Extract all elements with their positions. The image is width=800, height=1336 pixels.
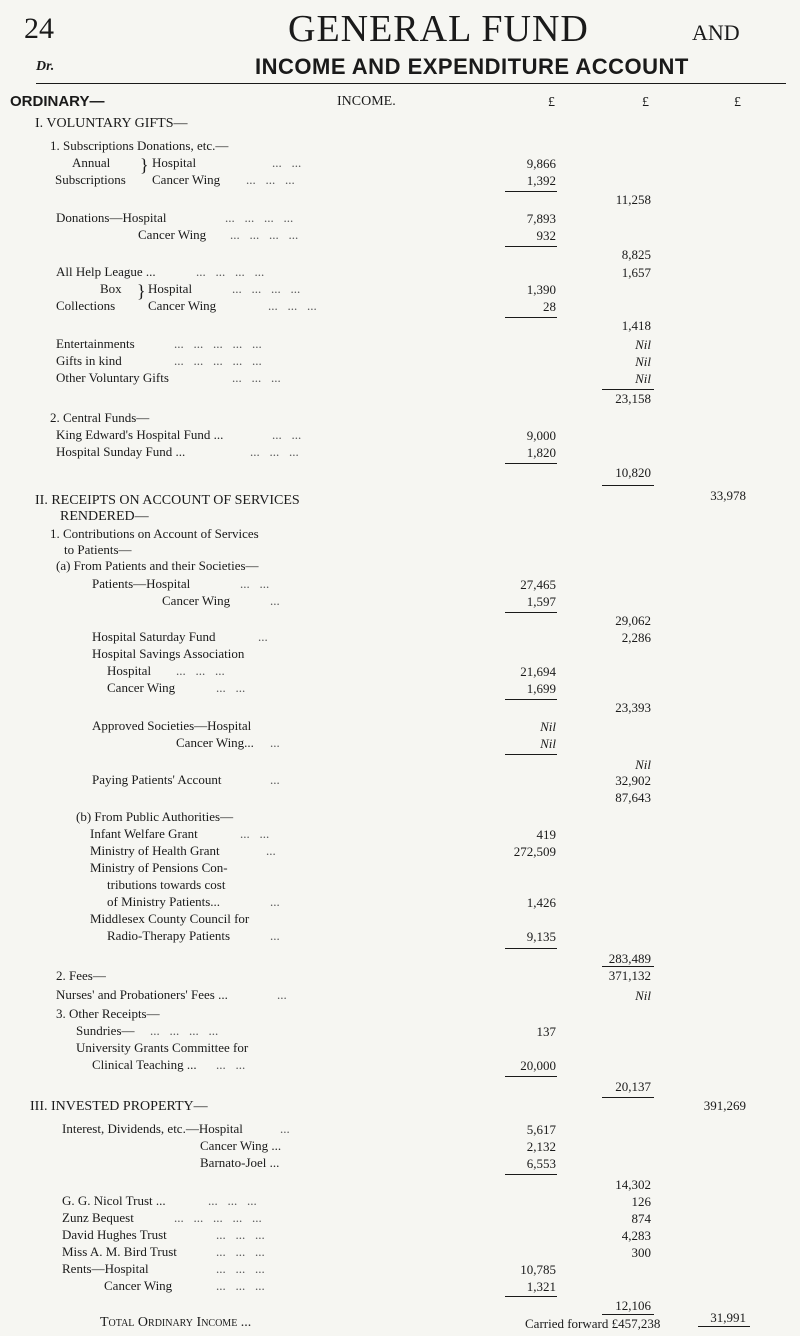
line-label: Cancer Wing	[107, 680, 176, 695]
brace-icon: }	[140, 155, 149, 175]
currency-col2: £	[642, 95, 649, 110]
line-label: Collections	[56, 298, 116, 313]
amount: 5,617	[526, 1122, 556, 1137]
page-subtitle: INCOME AND EXPENDITURE ACCOUNT	[255, 54, 689, 79]
amount: 32,902	[615, 773, 651, 788]
line-label: Cancer Wing	[104, 1278, 173, 1293]
line-label: Hospital Saturday Fund	[92, 629, 216, 644]
line-label: Gifts in kind	[56, 353, 122, 368]
amount: 7,893	[526, 211, 556, 226]
amount: Nil	[540, 719, 556, 734]
amount: Nil	[635, 354, 651, 369]
amount: Nil	[635, 337, 651, 352]
line-label: Hospital	[152, 155, 197, 170]
amount: 11,258	[615, 192, 651, 207]
amount: 29,062	[615, 613, 651, 628]
amount: 8,825	[621, 247, 651, 262]
amount: 12,106	[615, 1298, 651, 1313]
amount: 20,000	[520, 1058, 556, 1073]
line-label: Cancer Wing	[138, 227, 207, 242]
amount: 9,135	[526, 929, 556, 944]
amount: 21,694	[520, 664, 556, 679]
amount: 1,597	[526, 594, 556, 609]
amount: 419	[536, 827, 556, 842]
line-label: Other Voluntary Gifts	[56, 370, 169, 385]
amount: 6,553	[526, 1156, 556, 1171]
line-label: Middlesex County Council for	[90, 911, 250, 926]
amount: 932	[536, 228, 556, 243]
brace-icon: }	[137, 281, 146, 301]
subsection-heading: 2. Central Funds—	[50, 410, 150, 425]
line-label: Ministry of Pensions Con-	[90, 860, 228, 875]
subsection-heading: (a) From Patients and their Societies—	[56, 558, 259, 573]
subsection-heading: 1. Contributions on Account of Services	[50, 526, 259, 541]
amount: 28	[543, 299, 556, 314]
line-label: Subscriptions	[55, 172, 126, 187]
amount: 1,426	[526, 895, 556, 910]
sum-rule	[505, 1296, 557, 1297]
line-label: Zunz Bequest	[62, 1210, 134, 1225]
line-label: Cancer Wing	[148, 298, 217, 313]
amount: 137	[536, 1024, 556, 1039]
line-label: Cancer Wing	[152, 172, 221, 187]
subsection-heading: (b) From Public Authorities—	[76, 809, 234, 824]
section-heading: I. VOLUNTARY GIFTS—	[35, 116, 188, 131]
line-label: Cancer Wing	[162, 593, 231, 608]
amount: 31,991	[710, 1310, 746, 1325]
line-label: All Help League ...	[56, 264, 156, 279]
amount: 10,820	[615, 465, 651, 480]
debit-label: Dr.	[36, 59, 55, 74]
sum-rule	[505, 1174, 557, 1175]
line-label: Miss A. M. Bird Trust	[62, 1244, 177, 1259]
amount: 87,643	[615, 790, 651, 805]
line-label: Barnato-Joel ...	[200, 1155, 280, 1170]
amount: 23,158	[615, 391, 651, 406]
total-label: Total Ordinary Income ...	[100, 1315, 252, 1330]
amount: 23,393	[615, 700, 651, 715]
sum-rule	[505, 754, 557, 755]
line-label: Hospital Sunday Fund ...	[56, 444, 186, 459]
amount: 9,866	[526, 156, 556, 171]
line-label: G. G. Nicol Trust ...	[62, 1193, 166, 1208]
amount: 1,699	[526, 681, 556, 696]
amount: 10,785	[520, 1262, 556, 1277]
page-number: 24	[24, 12, 54, 45]
sum-rule	[602, 389, 654, 390]
amount: 1,390	[526, 282, 556, 297]
subsection-heading: to Patients—	[64, 542, 132, 557]
section-heading: III. INVESTED PROPERTY—	[30, 1099, 208, 1114]
amount: 874	[631, 1211, 651, 1226]
sum-rule	[505, 463, 557, 464]
amount: 371,132	[608, 968, 651, 983]
sum-rule	[505, 246, 557, 247]
line-label: Entertainments	[56, 336, 135, 351]
sum-rule	[602, 1314, 654, 1315]
line-label: Infant Welfare Grant	[90, 826, 198, 841]
line-label: Patients—Hospital	[92, 576, 191, 591]
sum-rule	[505, 612, 557, 613]
ordinary-heading: ORDINARY—	[10, 93, 105, 110]
amount: 272,509	[513, 844, 556, 859]
line-label: Rents—Hospital	[62, 1261, 149, 1276]
amount: 283,489	[608, 951, 651, 966]
income-heading: INCOME.	[337, 94, 396, 109]
amount: 2,286	[621, 630, 651, 645]
currency-col3: £	[734, 95, 741, 110]
line-label: Paying Patients' Account	[92, 772, 222, 787]
sum-rule	[505, 948, 557, 949]
sum-rule	[505, 1076, 557, 1077]
sum-rule	[698, 1326, 750, 1327]
subsection-heading: 1. Subscriptions Donations, etc.—	[50, 138, 229, 153]
line-label: Sundries—	[76, 1023, 135, 1038]
amount: 300	[631, 1245, 651, 1260]
section-heading: II. RECEIPTS ON ACCOUNT OF SERVICES	[35, 493, 300, 508]
page-title: GENERAL FUND	[288, 8, 589, 50]
amount: Nil	[635, 371, 651, 386]
sum-rule	[602, 485, 654, 486]
amount: 9,000	[526, 428, 556, 443]
line-label: University Grants Committee for	[76, 1040, 249, 1055]
line-label: Radio-Therapy Patients	[107, 928, 231, 943]
line-label: Hospital Savings Association	[92, 646, 245, 661]
line-label: Clinical Teaching ...	[92, 1057, 197, 1072]
page-title-and: AND	[692, 20, 740, 45]
line-label: Box	[100, 281, 122, 296]
amount: 2,132	[526, 1139, 556, 1154]
line-label: Hospital	[148, 281, 193, 296]
line-label: Annual	[72, 155, 111, 170]
line-label: tributions towards cost	[107, 877, 226, 892]
amount: 126	[631, 1194, 651, 1209]
line-label: David Hughes Trust	[62, 1227, 167, 1242]
subsection-heading: 2. Fees—	[56, 968, 106, 983]
amount: 20,137	[615, 1079, 651, 1094]
amount: Nil	[635, 757, 651, 772]
line-label: Nurses' and Probationers' Fees ...	[56, 987, 228, 1002]
amount: 4,283	[621, 1228, 651, 1243]
line-label: Cancer Wing...	[176, 735, 254, 750]
amount: 27,465	[520, 577, 556, 592]
amount: 391,269	[703, 1098, 746, 1113]
line-label: Cancer Wing ...	[200, 1138, 282, 1153]
amount: 1,321	[526, 1279, 556, 1294]
header-rule	[36, 83, 786, 84]
line-label: Ministry of Health Grant	[90, 843, 220, 858]
subsection-heading: 3. Other Receipts—	[56, 1006, 160, 1021]
amount: Nil	[540, 736, 556, 751]
sum-rule	[505, 191, 557, 192]
line-label: Hospital	[107, 663, 152, 678]
currency-col1: £	[548, 95, 555, 110]
sum-rule	[602, 1097, 654, 1098]
sum-rule	[602, 966, 654, 967]
amount: 33,978	[710, 488, 746, 503]
amount: 1,418	[621, 318, 651, 333]
line-label: of Ministry Patients...	[107, 894, 221, 909]
carried-forward: Carried forward £457,238	[525, 1316, 661, 1331]
amount: Nil	[635, 988, 651, 1003]
section-heading: RENDERED—	[60, 509, 149, 524]
line-label: King Edward's Hospital Fund ...	[56, 427, 224, 442]
amount: 1,657	[621, 265, 651, 280]
sum-rule	[505, 699, 557, 700]
amount: 14,302	[615, 1177, 651, 1192]
line-label: Donations—Hospital	[56, 210, 167, 225]
amount: 1,392	[526, 173, 556, 188]
line-label: Approved Societies—Hospital	[92, 718, 252, 733]
amount: 1,820	[526, 445, 556, 460]
sum-rule	[505, 317, 557, 318]
line-label: Interest, Dividends, etc.—Hospital	[62, 1121, 243, 1136]
